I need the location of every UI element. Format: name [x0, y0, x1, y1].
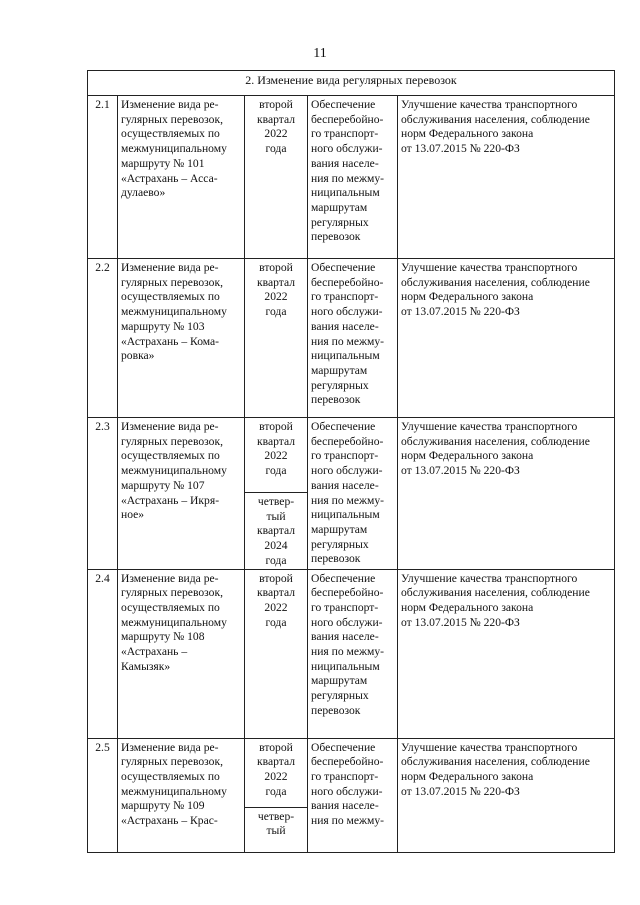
table-row [88, 569, 615, 738]
text-line: норм Федерального закона [401, 600, 534, 614]
text-line: регулярных [311, 537, 369, 551]
text-line: Улучшение качества транспортного [401, 261, 578, 274]
text-line: вания населе- [311, 319, 379, 333]
text-line: го транспорт- [311, 290, 379, 304]
text-line: вания населе- [311, 478, 379, 492]
text-line: маршруту № 107 [121, 478, 205, 492]
text-line: «Астрахань – Кома- [121, 334, 220, 348]
text-line: ниципальным [311, 659, 380, 673]
text-line: го транспорт- [311, 449, 379, 463]
text-line: четвер- [257, 809, 295, 823]
text-line: ного обслужи- [311, 142, 383, 156]
text-line: Изменение вида ре- [121, 420, 219, 433]
text-line: второй [259, 98, 293, 111]
text-line: ное» [121, 508, 145, 522]
text-line: Изменение вида ре- [121, 98, 219, 111]
text-line: 2022 [264, 449, 288, 463]
page-number: 11 [313, 46, 327, 61]
text-line: года [265, 464, 287, 478]
text-line: Обеспечение [311, 420, 376, 433]
text-line: Обеспечение [311, 98, 376, 111]
text-line: осуществляемых по [121, 127, 220, 141]
text-line: «Астрахань – Крас- [121, 814, 218, 828]
text-line: тый [266, 509, 286, 523]
result-cell [398, 96, 615, 259]
section-header-row [88, 71, 615, 96]
text-line: обслуживания населения, соблюдение [401, 275, 590, 289]
text-line: ния по межму- [311, 171, 385, 185]
text-line: четвер- [257, 495, 295, 508]
goal-cell [308, 418, 398, 570]
text-line: межмуниципальному [121, 142, 227, 156]
text-line: норм Федерального закона [401, 769, 534, 783]
text-line: квартал [257, 112, 295, 126]
result-cell [398, 569, 615, 738]
text-line: 2022 [264, 290, 288, 304]
text-line: гулярных перевозок, [121, 586, 223, 600]
period-cell [245, 96, 308, 259]
text-line: обслуживания населения, соблюдение [401, 755, 590, 769]
result-cell [398, 259, 615, 418]
text-line: Изменение вида ре- [121, 261, 219, 274]
text-line: года [265, 615, 287, 629]
period-cell-secondary [245, 807, 308, 852]
text-line: го транспорт- [311, 127, 379, 141]
period-cell [245, 738, 308, 807]
text-line: обслуживания населения, соблюдение [401, 434, 590, 448]
text-line: квартал [257, 524, 295, 538]
text-line: вания населе- [311, 630, 379, 644]
text-line: «Астрахань – [121, 645, 188, 659]
text-line: года [265, 784, 287, 798]
text-line: маршруту № 101 [121, 156, 205, 170]
text-line: Улучшение качества транспортного [401, 420, 578, 433]
goal-cell [308, 259, 398, 418]
text-line: года [265, 142, 287, 156]
text-line: ного обслужи- [311, 784, 383, 798]
text-line: от 13.07.2015 № 220-ФЗ [401, 784, 520, 798]
text-line: маршруту № 103 [121, 319, 205, 333]
text-line: от 13.07.2015 № 220-ФЗ [401, 142, 520, 156]
text-line: межмуниципальному [121, 784, 227, 798]
text-line: от 13.07.2015 № 220-ФЗ [401, 305, 520, 319]
table-row [88, 418, 615, 493]
text-line: осуществляемых по [121, 449, 220, 463]
text-line: Улучшение качества транспортного [401, 98, 578, 111]
text-line: ниципальным [311, 508, 380, 522]
text-line: межмуниципальному [121, 464, 227, 478]
text-line: Улучшение качества транспортного [401, 571, 578, 585]
measure-description [118, 569, 245, 738]
text-line: 2022 [264, 600, 288, 614]
period-cell [245, 569, 308, 738]
text-line: го транспорт- [311, 600, 379, 614]
table-row [88, 738, 615, 807]
row-number: 2.5 [88, 738, 118, 852]
text-line: маршруту № 109 [121, 799, 205, 813]
text-line: ния по межму- [311, 814, 385, 828]
text-line: квартал [257, 434, 295, 448]
text-line: межмуниципальному [121, 615, 227, 629]
text-line: перевозок [311, 552, 361, 566]
text-line: ния по межму- [311, 493, 385, 507]
text-line: Изменение вида ре- [121, 571, 219, 585]
text-line: гулярных перевозок, [121, 275, 223, 289]
text-line: «Астрахань – Икря- [121, 493, 220, 507]
section-title: 2. Изменение вида регулярных перевозок [88, 71, 615, 96]
text-line: маршрутам [311, 522, 368, 536]
text-line: гулярных перевозок, [121, 434, 223, 448]
text-line: бесперебойно- [311, 434, 384, 448]
text-line: го транспорт- [311, 769, 379, 783]
text-line: квартал [257, 275, 295, 289]
text-line: вания населе- [311, 799, 379, 813]
text-line: бесперебойно- [311, 112, 384, 126]
text-line: гулярных перевозок, [121, 755, 223, 769]
measure-description [118, 96, 245, 259]
text-line: маршрутам [311, 674, 368, 688]
text-line: 2024 [264, 539, 288, 553]
measure-description [118, 738, 245, 852]
text-line: обслуживания населения, соблюдение [401, 586, 590, 600]
text-line: норм Федерального закона [401, 449, 534, 463]
text-line: 2022 [264, 127, 288, 141]
text-line: маршруту № 108 [121, 630, 205, 644]
text-line: межмуниципальному [121, 305, 227, 319]
text-line: квартал [257, 755, 295, 769]
text-line: ного обслужи- [311, 305, 383, 319]
text-line: ния по межму- [311, 334, 385, 348]
text-line: ного обслужи- [311, 464, 383, 478]
text-line: осуществляемых по [121, 290, 220, 304]
text-line: осуществляемых по [121, 769, 220, 783]
measure-description [118, 259, 245, 418]
text-line: от 13.07.2015 № 220-ФЗ [401, 464, 520, 478]
measures-table [87, 70, 615, 853]
text-line: квартал [257, 586, 295, 600]
text-line: тый [266, 824, 286, 838]
text-line: перевозок [311, 703, 361, 717]
table-row [88, 96, 615, 259]
text-line: ровка» [121, 349, 155, 363]
text-line: ниципальным [311, 186, 380, 200]
text-line: маршрутам [311, 200, 368, 214]
text-line: норм Федерального закона [401, 290, 534, 304]
row-number: 2.1 [88, 96, 118, 259]
text-line: от 13.07.2015 № 220-ФЗ [401, 615, 520, 629]
text-line: осуществляемых по [121, 600, 220, 614]
text-line: Изменение вида ре- [121, 740, 219, 754]
text-line: Обеспечение [311, 740, 376, 754]
result-cell [398, 738, 615, 852]
text-line: Улучшение качества транспортного [401, 740, 578, 754]
text-line: Обеспечение [311, 261, 376, 274]
row-number: 2.4 [88, 569, 118, 738]
table-row [88, 259, 615, 418]
text-line: обслуживания населения, соблюдение [401, 112, 590, 126]
period-cell [245, 259, 308, 418]
result-cell [398, 418, 615, 570]
text-line: ниципальным [311, 349, 380, 363]
period-cell-secondary [245, 493, 308, 570]
text-line: Обеспечение [311, 571, 376, 585]
text-line: 2022 [264, 769, 288, 783]
text-line: вания населе- [311, 156, 379, 170]
text-line: бесперебойно- [311, 755, 384, 769]
text-line: года [265, 553, 287, 567]
text-line: года [265, 305, 287, 319]
goal-cell [308, 738, 398, 852]
goal-cell [308, 569, 398, 738]
text-line: регулярных [311, 689, 369, 703]
row-number: 2.3 [88, 418, 118, 570]
text-line: бесперебойно- [311, 586, 384, 600]
text-line: Камызяк» [121, 659, 171, 673]
text-line: второй [259, 571, 293, 585]
text-line: перевозок [311, 230, 361, 244]
measure-description [118, 418, 245, 570]
text-line: второй [259, 740, 293, 754]
goal-cell [308, 96, 398, 259]
period-cell [245, 418, 308, 493]
row-number: 2.2 [88, 259, 118, 418]
text-line: регулярных [311, 378, 369, 392]
text-line: маршрутам [311, 363, 368, 377]
text-line: перевозок [311, 393, 361, 407]
text-line: бесперебойно- [311, 275, 384, 289]
text-line: норм Федерального закона [401, 127, 534, 141]
text-line: гулярных перевозок, [121, 112, 223, 126]
text-line: ния по межму- [311, 645, 385, 659]
text-line: дулаево» [121, 186, 166, 200]
text-line: регулярных [311, 215, 369, 229]
text-line: второй [259, 420, 293, 433]
text-line: ного обслужи- [311, 615, 383, 629]
text-line: «Астрахань – Асса- [121, 171, 218, 185]
text-line: второй [259, 261, 293, 274]
